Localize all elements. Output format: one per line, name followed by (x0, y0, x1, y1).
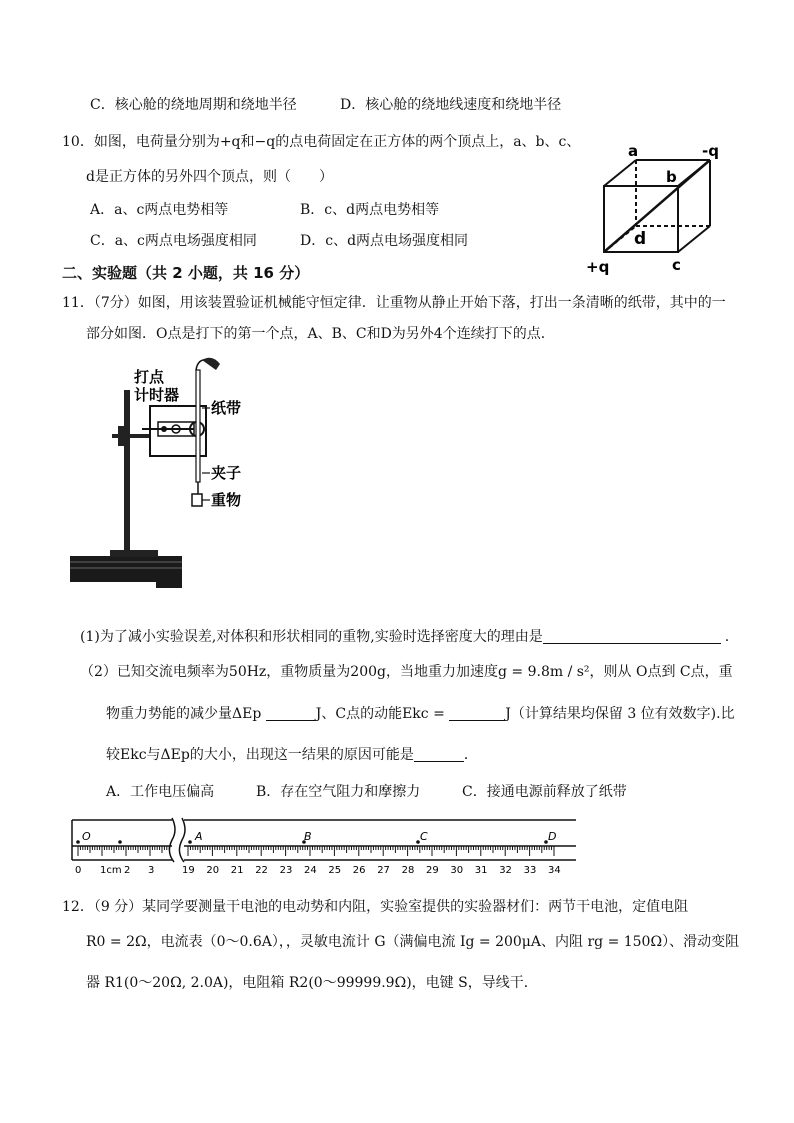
ruler-tape-figure (60, 816, 590, 878)
q10-stem-line1: 10．如图，电荷量分别为+q和−q的点电荷固定在正方体的两个顶点上，a、b、c、 (62, 134, 581, 150)
ruler-label: 33 (523, 865, 537, 876)
ruler-label-0: 0 (75, 865, 82, 876)
q11-part2-dep-text: 物重力势能的减少量ΔEp (106, 706, 262, 722)
label-timer-line2: 计时器 (134, 386, 180, 404)
q11-part2-ek-text: J、C点的动能Ekc = (315, 706, 445, 722)
ruler-label-2: 2 (124, 865, 131, 876)
ruler-label: 28 (401, 865, 415, 876)
cube-label-neg-q: -q (702, 142, 719, 160)
tape-point-d: D (548, 830, 557, 843)
q11-part2-line3 (106, 744, 478, 764)
q11-part1 (80, 626, 729, 646)
q11-option-c: C．接通电源前释放了纸带 (462, 784, 627, 800)
ruler-label: 27 (377, 865, 390, 876)
ruler-label: 34 (548, 865, 561, 876)
q11-part2-ek-tail: J（计算结果均保留 3 位有效数字).比 (505, 706, 735, 722)
label-timer-line1: 打点 (134, 368, 165, 386)
ruler-label: 19 (182, 865, 195, 876)
q11-option-b: B．存在空气阻力和摩擦力 (256, 784, 421, 800)
ruler-label: 32 (499, 865, 512, 876)
cube-label-b: b (666, 168, 677, 186)
ruler-label: 21 (230, 865, 244, 876)
cube-label-d: d (634, 229, 647, 249)
ruler-label-3: 3 (148, 865, 155, 876)
tape-point-b: B (304, 830, 312, 843)
q10-option-a: A．a、c两点电势相等 (90, 202, 229, 218)
q10-stem-line2: d是正方体的另外四个顶点，则（ ） (86, 169, 333, 185)
ruler-label: 23 (279, 865, 293, 876)
q11-part2-line2 (106, 703, 735, 723)
q12-stem-line3: 器 R1(0～20Ω, 2.0A)，电阻箱 R2(0～99999.9Ω)，电键 S，导线干． (86, 975, 538, 991)
q11-part2-ek-blank[interactable] (449, 706, 505, 721)
ruler-label: 22 (255, 865, 268, 876)
ruler-label: 24 (304, 865, 317, 876)
cube-label-c: c (672, 256, 681, 274)
q9-option-c: C．核心舱的绕地周期和绕地半径 (90, 97, 297, 113)
ruler-label: 26 (352, 865, 366, 876)
ruler-label: 31 (474, 865, 488, 876)
tape-point-c: C (420, 830, 428, 843)
tape-point-o: O (82, 830, 91, 843)
q10-option-b: B．c、d两点电势相等 (300, 202, 440, 218)
ruler-label: 20 (206, 865, 220, 876)
q9-option-d: D．核心舱的绕地线速度和绕地半径 (340, 97, 562, 113)
label-tape: 纸带 (211, 399, 242, 417)
apparatus-figure (70, 356, 260, 588)
q10-option-c: C．a、c两点电场强度相同 (90, 233, 257, 249)
q11-part2-dep-blank[interactable] (266, 706, 316, 721)
ruler-label: 25 (328, 865, 342, 876)
ruler-label-1cm: 1cm (100, 865, 122, 876)
cube-label-a: a (628, 142, 639, 160)
label-clip: 夹子 (211, 464, 242, 482)
q11-part2-compare-text: 较Ekc与ΔEp的大小，出现这一结果的原因可能是 (106, 747, 414, 763)
q11-stem-line1: 11．（7分）如图，用该装置验证机械能守恒定律．让重物从静止开始下落，打出一条清晰的纸带，其中的一 (62, 295, 726, 311)
q11-option-a: A．工作电压偏高 (106, 784, 215, 800)
q11-stem-line2: 部分如图．O点是打下的第一个点，A、B、C和D为另外4个连续打下的点． (86, 326, 555, 342)
q11-part1-text: (1)为了减小实验误差,对体积和形状相同的重物,实验时选择密度大的理由是 (80, 629, 543, 645)
q12-stem-line1: 12．（9 分）某同学要测量干电池的电动势和内阻，实验室提供的实验器材们：两节干电池，定值电阻 (62, 899, 689, 915)
tape-point-a: A (195, 830, 203, 843)
q12-stem-line2: R0 = 2Ω，电流表（0～0.6A），，灵敏电流计 G（满偏电流 Ig = 200μA、内阻 rg = 150Ω）、滑动变阻 (86, 934, 740, 950)
cube-label-pos-q: +q (586, 258, 610, 276)
q11-part1-blank[interactable] (543, 629, 721, 644)
section-title: 二、实验题（共 2 小题，共 16 分） (62, 264, 310, 282)
label-weight: 重物 (211, 491, 242, 509)
q11-part2-reason-blank[interactable] (414, 747, 464, 762)
cube-figure (580, 142, 740, 280)
q11-part2-compare-end: ． (463, 747, 478, 763)
q10-option-d: D．c、d两点电场强度相同 (300, 233, 469, 249)
q11-part1-end: . (724, 629, 730, 645)
ruler-label: 29 (426, 865, 439, 876)
q11-part2-line1: （2）已知交流电频率为50Hz，重物质量为200g，当地重力加速度g = 9.8m / s²，则从 O点到 C点，重 (80, 664, 733, 680)
ruler-label: 30 (450, 865, 464, 876)
